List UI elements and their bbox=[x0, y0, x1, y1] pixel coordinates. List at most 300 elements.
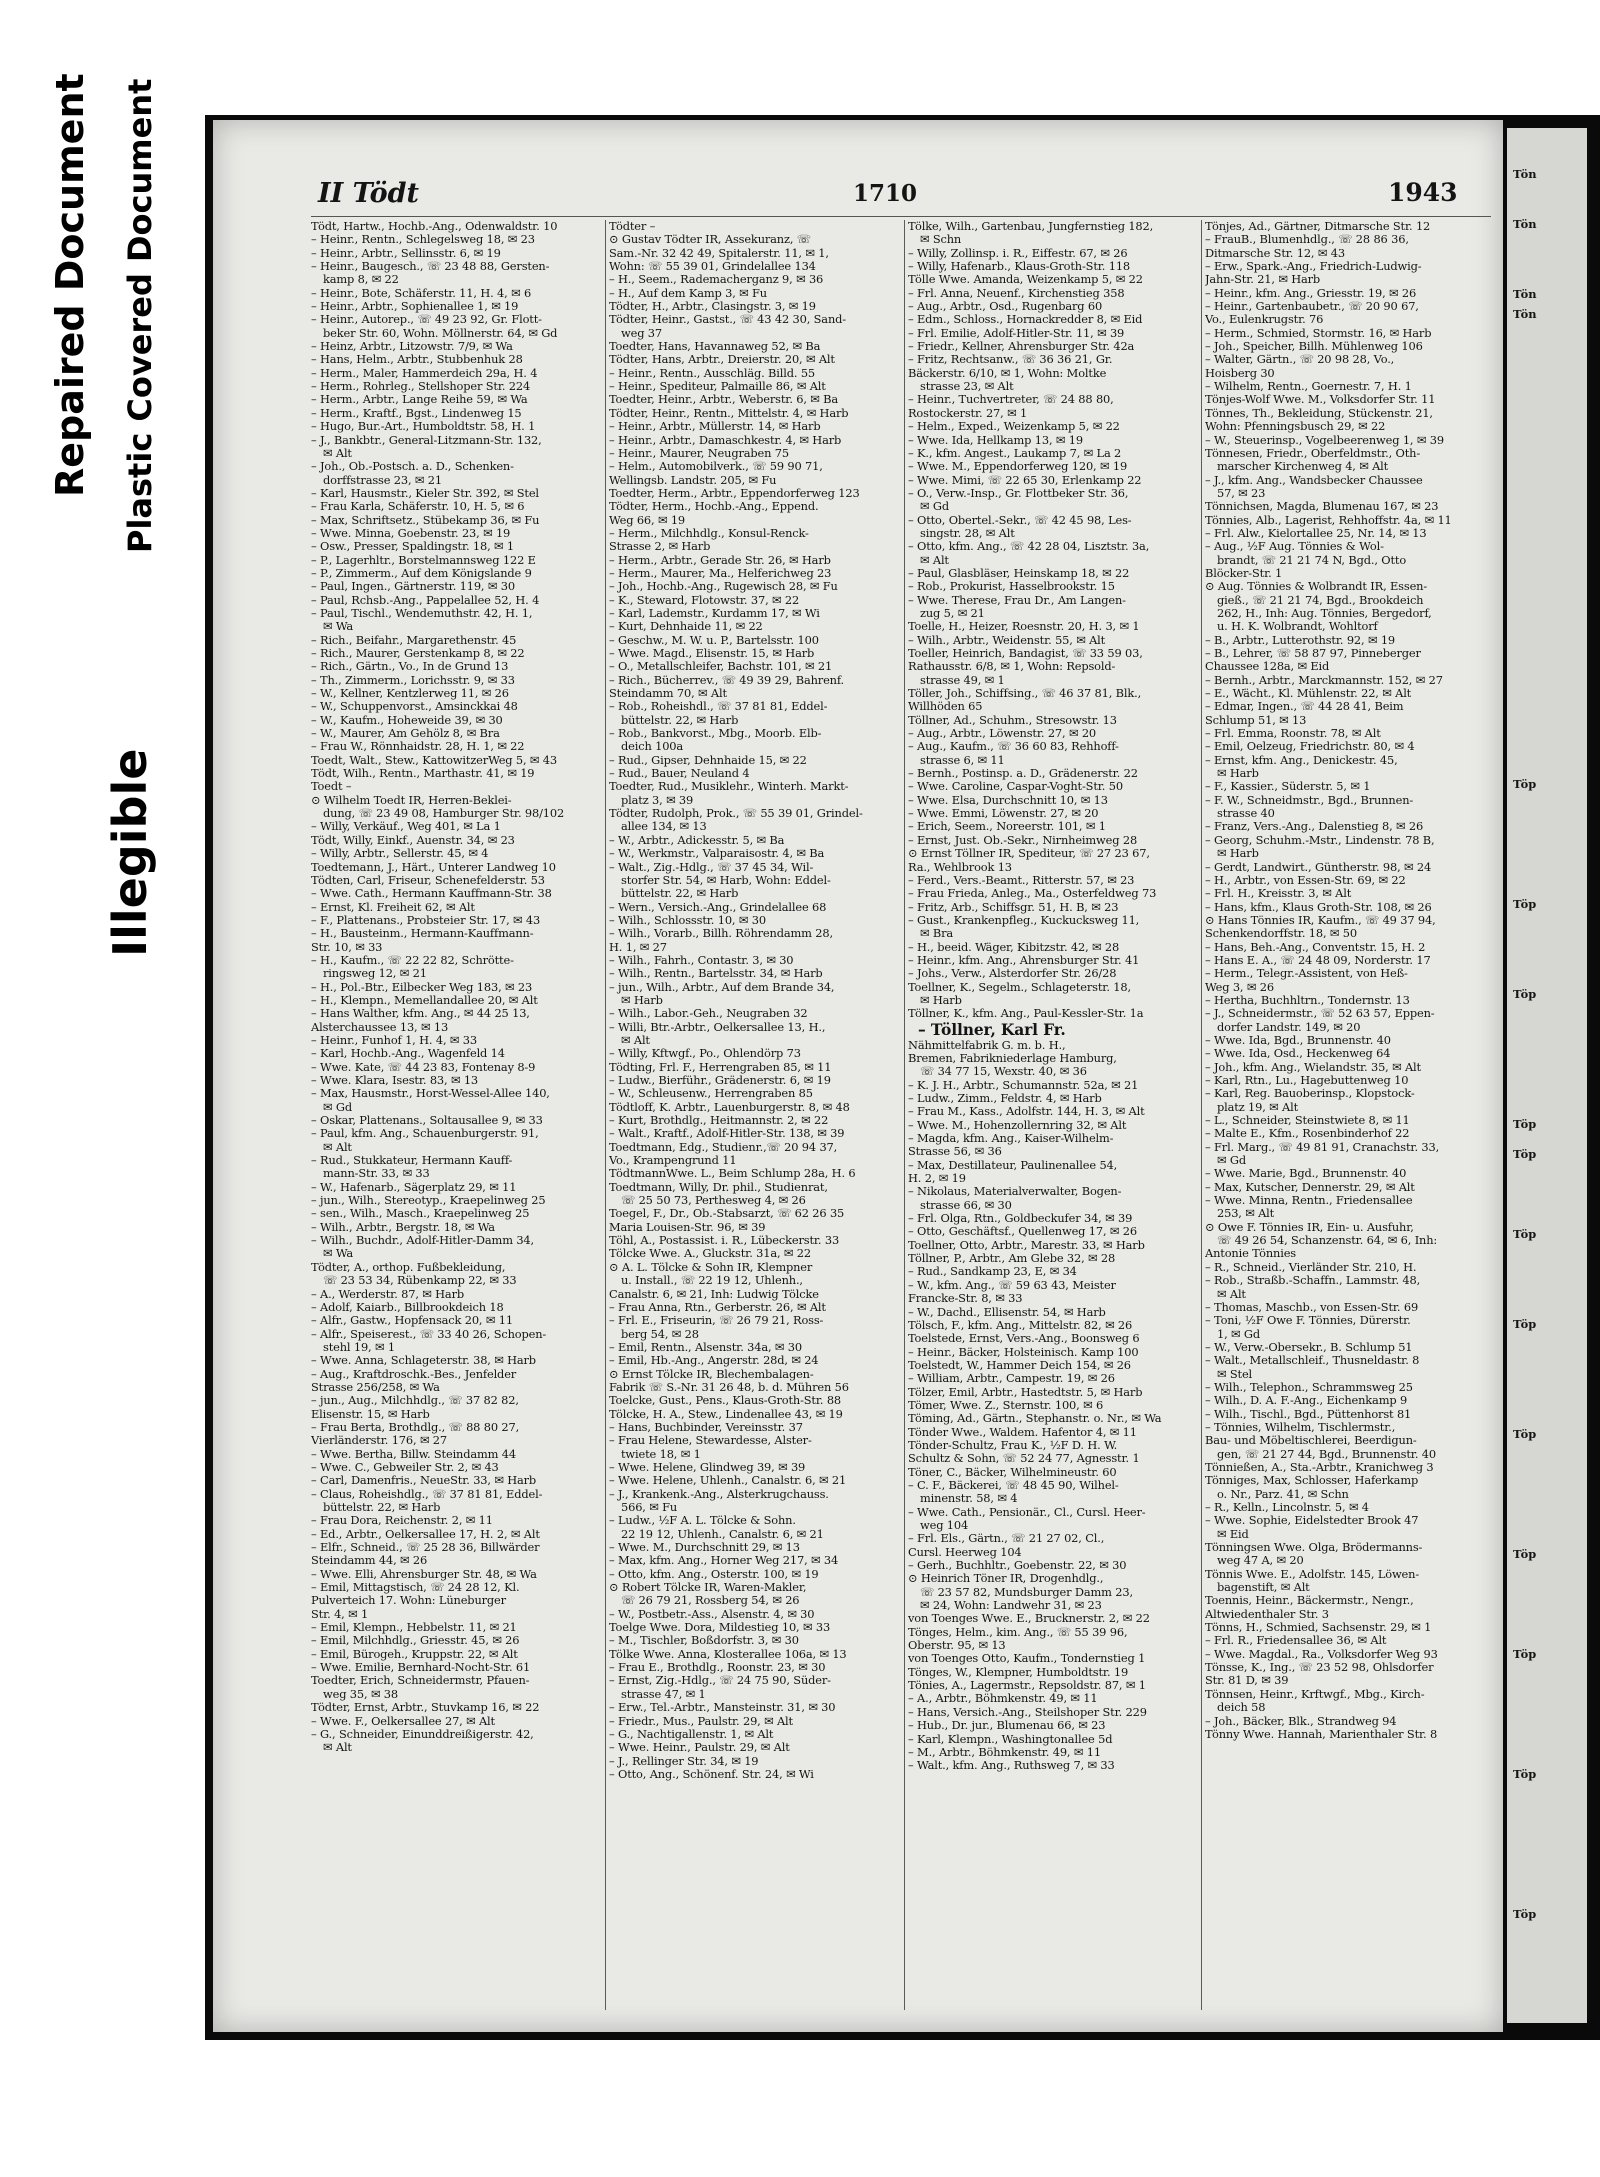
directory-entry-line: 566, ✉ Fu bbox=[621, 1501, 678, 1514]
directory-entry-line: zug 5, ✉ 21 bbox=[920, 606, 985, 620]
directory-entry-line: Tödt, Hartw., Hochb.-Ang., Odenwaldstr. 10 bbox=[311, 220, 558, 233]
directory-entry-line: – Aug., Kraftdroschk.-Bes., Jenfelder bbox=[311, 1367, 517, 1381]
directory-entry-line: – K., kfm. Angest., Laukamp 7, ✉ La 2 bbox=[908, 446, 1122, 460]
column-1 bbox=[311, 220, 603, 2010]
directory-entry-line: – Ernst, Zig.-Hdlg., ☏ 24 75 90, Süder- bbox=[609, 1674, 831, 1688]
directory-entry-line: 262, H., Inh: Aug. Tönnies, Bergedorf, bbox=[1217, 606, 1432, 620]
directory-entry-line: Schlump 51, ✉ 13 bbox=[1205, 713, 1307, 727]
directory-entry-line: – Frl. Marg., ☏ 49 81 91, Cranachstr. 33, bbox=[1205, 1140, 1440, 1154]
directory-entry-line: – B., Lehrer, ☏ 58 87 97, Pinneberger bbox=[1205, 647, 1421, 660]
directory-entry-line: – Helm., Exped., Weizenkamp 5, ✉ 22 bbox=[908, 420, 1120, 434]
directory-entry-line: – Oskar, Plattenans., Soltausallee 9, ✉ 33 bbox=[311, 1114, 543, 1128]
directory-entry-line: Tönns, H., Schmied, Sachsenstr. 29, ✉ 1 bbox=[1205, 1621, 1432, 1635]
directory-entry-line: – Wwe. Klara, Isestr. 83, ✉ 13 bbox=[311, 1074, 479, 1087]
directory-entry-line: – O., Metallschleifer, Bachstr. 101, ✉ 21 bbox=[609, 660, 833, 674]
directory-entry-line: platz 19, ✉ Alt bbox=[1217, 1100, 1299, 1114]
directory-entry-line: – Willy, Arbtr., Sellerstr. 45, ✉ 4 bbox=[311, 847, 489, 861]
directory-entry-line: Tödtloff, K. Arbtr., Lauenburgerstr. 8, ✉ 48 bbox=[609, 1100, 850, 1114]
directory-entry-line: Tödting, Frl. F., Herrengraben 85, ✉ 11 bbox=[609, 1060, 832, 1074]
directory-entry-line: strasse 6, ✉ 11 bbox=[920, 753, 1005, 767]
directory-entry-line: – Tönnies, Wilhelm, Tischlermstr., bbox=[1205, 1420, 1396, 1434]
column-divider bbox=[605, 220, 606, 2010]
directory-entry-line: Tölcke Wwe. A., Gluckstr. 31a, ✉ 22 bbox=[609, 1247, 811, 1261]
directory-entry-line: – Rud., Gipser, Dehnhaide 15, ✉ 22 bbox=[609, 753, 807, 767]
directory-entry-line: – Heinr., Autorep., ☏ 49 23 92, Gr. Flott- bbox=[311, 313, 542, 327]
directory-entry-line: – H., Bausteinm., Hermann-Kauffmann- bbox=[311, 927, 534, 941]
directory-entry-line: Tönder Wwe., Waldem. Hafentor 4, ✉ 11 bbox=[908, 1425, 1137, 1439]
directory-entry-line: Tölzer, Emil, Arbtr., Hastedtstr. 5, ✉ Harb bbox=[908, 1385, 1143, 1399]
directory-entry-line: weg 47 A, ✉ 20 bbox=[1217, 1554, 1304, 1568]
directory-entry-line: ☏ 26 79 21, Rossberg 54, ✉ 26 bbox=[621, 1594, 800, 1608]
directory-entry-line: – W., Postbetr.-Ass., Alsenstr. 4, ✉ 30 bbox=[609, 1607, 815, 1621]
directory-entry-line: – Emil, Klempn., Hebbelstr. 11, ✉ 21 bbox=[311, 1621, 517, 1635]
directory-entry-line: – Wwe. Sophie, Eidelstedter Brook 47 bbox=[1205, 1514, 1419, 1528]
directory-entry-line: ✉ Eid bbox=[1217, 1527, 1249, 1541]
directory-entry-line: ✉ Harb bbox=[621, 993, 663, 1007]
directory-entry-line: 57, ✉ 23 bbox=[1217, 486, 1266, 500]
directory-entry-line: – Walt., Kraftf., Adolf-Hitler-Str. 138, ✉ 39 bbox=[609, 1127, 845, 1141]
directory-entry-line: – Ernst, Just. Ob.-Sekr., Nirnheimweg 28 bbox=[908, 833, 1138, 847]
header-rule bbox=[311, 216, 1491, 217]
directory-entry-line: – H., Seem., Rademacherganz 9, ✉ 36 bbox=[609, 273, 824, 287]
directory-entry-line: – sen., Wilh., Masch., Kraepelinweg 25 bbox=[311, 1207, 530, 1221]
directory-entry-line: – W., Kaufm., Hoheweide 39, ✉ 30 bbox=[311, 713, 503, 727]
directory-entry-line: Tödter, A., orthop. Fußbekleidung, bbox=[311, 1260, 506, 1274]
directory-entry-line: – Max, kfm. Ang., Horner Weg 217, ✉ 34 bbox=[609, 1554, 839, 1568]
directory-entry-line: Toelstede, Ernst, Vers.-Ang., Boonsweg 6 bbox=[908, 1332, 1140, 1346]
adjacent-page-entry: Töp bbox=[1513, 987, 1537, 1001]
directory-entry-line: – Franz, Vers.-Ang., Dalenstieg 8, ✉ 26 bbox=[1205, 820, 1424, 834]
directory-entry-line: – Rob., Prokurist, Hasselbrookstr. 15 bbox=[908, 580, 1115, 594]
adjacent-page-entry: Töp bbox=[1513, 1767, 1537, 1781]
directory-entry-line: Chaussee 128a, ✉ Eid bbox=[1205, 660, 1330, 674]
directory-entry-line: – Max, Hausmstr., Horst-Wessel-Allee 140, bbox=[311, 1087, 550, 1101]
directory-entry-line: – Heinr., Rentn., Schlegelsweg 18, ✉ 23 bbox=[311, 233, 535, 247]
directory-entry-line: büttelstr. 22, ✉ Harb bbox=[621, 887, 739, 901]
directory-entry-line: – Heinr., Gartenbaubetr., ☏ 20 90 67, bbox=[1205, 300, 1419, 314]
directory-entry-line: – Frl. Emilie, Adolf-Hitler-Str. 11, ✉ 39 bbox=[908, 326, 1125, 340]
directory-entry-line: – Wwe. Elsa, Durchschnitt 10, ✉ 13 bbox=[908, 793, 1108, 807]
directory-entry-line: – Frau Karla, Schäferstr. 10, H. 5, ✉ 6 bbox=[311, 500, 525, 514]
directory-entry-line: Pulverteich 17. Wohn: Lüneburger bbox=[311, 1594, 506, 1608]
directory-entry-line: – Wilh., Rentn., Bartelsstr. 34, ✉ Harb bbox=[609, 967, 823, 981]
directory-entry-line: – Wilh., Telephon., Schrammsweg 25 bbox=[1205, 1380, 1413, 1394]
directory-entry-line: Str. 81 D, ✉ 39 bbox=[1205, 1674, 1289, 1688]
directory-entry-line: beker Str. 60, Wohn. Möllnerstr. 64, ✉ Gd bbox=[323, 326, 558, 340]
directory-entry-line: – Erw., Tel.-Arbtr., Mansteinstr. 31, ✉ 30 bbox=[609, 1701, 836, 1715]
directory-entry-line: strasse 40 bbox=[1217, 807, 1275, 821]
directory-entry-line: – J., Bankbtr., General-Litzmann-Str. 132, bbox=[311, 433, 542, 447]
adjacent-page-entry: Töp bbox=[1513, 1907, 1537, 1921]
directory-entry-line: Toegel, F., Dr., Ob.-Stabsarzt, ☏ 62 26 35 bbox=[609, 1207, 845, 1221]
directory-entry-line: deich 100a bbox=[621, 740, 684, 754]
directory-entry-line: ⊙ Owe F. Tönnies IR, Ein- u. Ausfuhr, bbox=[1205, 1220, 1414, 1234]
directory-entry-line: – W., Kellner, Kentzlerweg 11, ✉ 26 bbox=[311, 687, 509, 701]
adjacent-page-entry: Töp bbox=[1513, 897, 1537, 911]
annotation-illegible: Illegible bbox=[103, 748, 157, 957]
directory-entry-line: – Herm., Schmied, Stormstr. 16, ✉ Harb bbox=[1205, 326, 1432, 340]
directory-entry-line: – Heinr., Arbtr., Sophienallee 1, ✉ 19 bbox=[311, 300, 519, 314]
directory-entry-line: ✉ Alt bbox=[920, 553, 949, 567]
directory-entry-line: – Rob., Roheishdl., ☏ 37 81 81, Eddel- bbox=[609, 700, 828, 714]
directory-entry-line: Tödter, Hans, Arbtr., Dreierstr. 20, ✉ Alt bbox=[609, 353, 835, 367]
directory-entry-line: – J., Schneidermstr., ☏ 52 63 57, Eppen- bbox=[1205, 1007, 1435, 1021]
directory-entry-line: – Kurt, Brothdlg., Heitmannstr. 2, ✉ 22 bbox=[609, 1114, 829, 1128]
directory-entry-line: – Frl. Olga, Rtn., Goldbeckufer 34, ✉ 39 bbox=[908, 1212, 1133, 1226]
directory-entry-line: H. 2, ✉ 19 bbox=[908, 1172, 966, 1186]
directory-entry-line: – Walt., Metallschleif., Thusneldastr. 8 bbox=[1205, 1354, 1420, 1368]
directory-entry-line: strasse 66, ✉ 30 bbox=[920, 1198, 1012, 1212]
directory-entry-line: – Max, Destillateur, Paulinenallee 54, bbox=[908, 1158, 1118, 1172]
directory-entry-line: – Wwe. M., Durchschnitt 29, ✉ 13 bbox=[609, 1541, 800, 1555]
directory-entry-line: – G., Schneider, Einunddreißigerstr. 42, bbox=[311, 1727, 534, 1741]
directory-entry-line: – Wwe. Heinr., Paulstr. 29, ✉ Alt bbox=[609, 1741, 790, 1755]
directory-entry-line: Schultz & Sohn, ☏ 52 24 77, Agnesstr. 1 bbox=[908, 1452, 1140, 1466]
directory-entry-line: – Emil, Hb.-Ang., Angerstr. 28d, ✉ 24 bbox=[609, 1354, 819, 1368]
directory-entry-line: ✉ Harb bbox=[1217, 847, 1259, 861]
directory-entry-line: – Willy, Hafenarb., Klaus-Groth-Str. 118 bbox=[908, 260, 1131, 274]
directory-entry-line: – Adolf, Kaiarb., Billbrookdeich 18 bbox=[311, 1300, 504, 1314]
directory-entry-line: Tömer, Wwe. Z., Sternstr. 100, ✉ 6 bbox=[908, 1398, 1104, 1412]
directory-entry-line: 1, ✉ Gd bbox=[1217, 1327, 1260, 1341]
directory-entry-line: ⊙ Heinrich Töner IR, Drogenhdlg., bbox=[908, 1572, 1104, 1586]
directory-entry-line: Toellner, K., Segelm., Schlageterstr. 18, bbox=[908, 980, 1131, 994]
directory-entry-line: – Wwe. Ida, Osd., Heckenweg 64 bbox=[1205, 1047, 1391, 1061]
directory-entry-line: – Herm., Milchhdlg., Konsul-Renck- bbox=[609, 526, 809, 540]
directory-entry-line: ⊙ Ernst Töllner IR, Spediteur, ☏ 27 23 67, bbox=[908, 847, 1150, 861]
directory-entry-line: – Aug., Kaufm., ☏ 36 60 83, Rehhoff- bbox=[908, 740, 1119, 754]
directory-entry-line: Sam.-Nr. 32 42 49, Spitalerstr. 11, ✉ 1, bbox=[609, 246, 829, 260]
directory-entry-line: – Rich., Bücherrev., ☏ 49 39 29, Bahrenf. bbox=[609, 673, 844, 687]
directory-entry-line: – J., Rellinger Str. 34, ✉ 19 bbox=[609, 1754, 759, 1768]
directory-entry-line: – Friedr., Mus., Paulstr. 29, ✉ Alt bbox=[609, 1714, 793, 1728]
directory-entry-line: Alsterchaussee 13, ✉ 13 bbox=[311, 1020, 449, 1034]
directory-entry-line: – Rob., Straßb.-Schaffn., Lammstr. 48, bbox=[1205, 1274, 1421, 1288]
directory-entry-line: – Hub., Dr. jur., Blumenau 66, ✉ 23 bbox=[908, 1719, 1106, 1733]
directory-entry-line: Tönges, Helm., kim. Ang., ☏ 55 39 96, bbox=[908, 1625, 1128, 1639]
directory-entry-line: – Heinr., kfm. Ang., Griesstr. 19, ✉ 26 bbox=[1205, 286, 1417, 300]
directory-entry-line: ☏ 34 77 15, Wexstr. 40, ✉ 36 bbox=[920, 1065, 1087, 1079]
adjacent-page-entry: Töp bbox=[1513, 1227, 1537, 1241]
directory-entry-line: – Emil, Bürogeh., Kruppstr. 22, ✉ Alt bbox=[311, 1647, 518, 1661]
directory-entry-line: – W., kfm. Ang., ☏ 59 63 43, Meister bbox=[908, 1278, 1116, 1292]
directory-entry-line: – Ed., Arbtr., Oelkersallee 17, H. 2, ✉ Alt bbox=[311, 1527, 540, 1541]
directory-entry-line: – Hugo, Bur.-Art., Humboldtstr. 58, H. 1 bbox=[311, 420, 536, 434]
directory-entry-line: strasse 49, ✉ 1 bbox=[920, 673, 1005, 687]
directory-entry-line: – Alfr., Gastw., Hopfensack 20, ✉ 11 bbox=[311, 1314, 513, 1328]
directory-entry-line: – Wilh., Arbtr., Weidenstr. 55, ✉ Alt bbox=[908, 633, 1106, 647]
directory-entry-line: – Joh., Hochb.-Ang., Rugewisch 28, ✉ Fu bbox=[609, 580, 838, 594]
directory-entry-line: – Hans, Helm., Arbtr., Stubbenhuk 28 bbox=[311, 353, 523, 367]
directory-entry-line: Willhöden 65 bbox=[908, 700, 983, 714]
directory-entry-line: – Emil, Oelzeug, Friedrichstr. 80, ✉ 4 bbox=[1205, 740, 1415, 754]
directory-entry-line: – H., Pol.-Btr., Eilbecker Weg 183, ✉ 23 bbox=[311, 980, 533, 994]
directory-entry-line: weg 104 bbox=[920, 1519, 969, 1532]
directory-entry-line: – Erw., Spark.-Ang., Friedrich-Ludwig- bbox=[1205, 260, 1422, 274]
directory-entry-line: – Paul, Tischl., Wendemuthstr. 42, H. 1, bbox=[311, 606, 533, 620]
directory-entry-line: Elisenstr. 15, ✉ Harb bbox=[311, 1407, 430, 1421]
directory-entry-line: Francke-Str. 8, ✉ 33 bbox=[908, 1292, 1023, 1306]
directory-entry-line: 253, ✉ Alt bbox=[1217, 1207, 1275, 1221]
directory-entry-line: – Paul, kfm. Ang., Schauenburgerstr. 91, bbox=[311, 1127, 539, 1141]
directory-entry-line: – Herm., Arbtr., Gerade Str. 26, ✉ Harb bbox=[609, 553, 831, 567]
directory-entry-line: Töllner, Ad., Schuhm., Stresowstr. 13 bbox=[908, 713, 1117, 727]
directory-entry-line: – K., Steward, Flotowstr. 37, ✉ 22 bbox=[609, 593, 800, 607]
directory-entry-line: allee 134, ✉ 13 bbox=[621, 820, 707, 834]
directory-entry-line: ✉ Schn bbox=[920, 233, 962, 247]
directory-entry-line: Bau- und Möbeltischlerei, Beerdigun- bbox=[1205, 1434, 1417, 1448]
directory-entry-line: Wohn: Pfenningsbusch 29, ✉ 22 bbox=[1205, 420, 1386, 434]
directory-entry-line: u. Install., ☏ 22 19 12, Uhlenh., bbox=[621, 1274, 803, 1288]
directory-entry-line: – O., Verw.-Insp., Gr. Flottbeker Str. 36, bbox=[908, 486, 1129, 500]
directory-entry-line: ringsweg 12, ✉ 21 bbox=[323, 967, 427, 981]
directory-entry-line: – Ernst, Kl. Freiheit 62, ✉ Alt bbox=[311, 900, 475, 914]
directory-entry-line: Tönnies, Alb., Lagerist, Rehhoffstr. 4a, ✉ 11 bbox=[1205, 513, 1452, 527]
directory-entry-line: – Heinr., Tuchvertreter, ☏ 24 88 80, bbox=[908, 393, 1114, 407]
directory-entry-line: marscher Kirchenweg 4, ✉ Alt bbox=[1217, 460, 1389, 474]
directory-entry-line: – Frau W., Rönnhaidstr. 28, H. 1, ✉ 22 bbox=[311, 740, 525, 754]
directory-entry-line: Strasse 56, ✉ 36 bbox=[908, 1145, 1002, 1159]
directory-entry-line: – Willi, Btr.-Arbtr., Oelkersallee 13, H., bbox=[609, 1020, 826, 1034]
directory-entry-line: – Wwe. F., Oelkersallee 27, ✉ Alt bbox=[311, 1714, 495, 1728]
directory-entry-line: – Carl, Damenfris., NeueStr. 33, ✉ Harb bbox=[311, 1474, 537, 1488]
directory-entry-line: Str. 10, ✉ 33 bbox=[311, 940, 383, 954]
adjacent-page-entry: Töp bbox=[1513, 1317, 1537, 1331]
directory-entry-line: – G., Nachtigallenstr. 1, ✉ Alt bbox=[609, 1727, 774, 1741]
directory-entry-line: Toedtemann, J., Härt., Unterer Landweg 10 bbox=[311, 860, 556, 874]
directory-entry-line: deich 58 bbox=[1217, 1701, 1266, 1715]
directory-entry-line: – H., Kaufm., ☏ 22 22 82, Schrötte- bbox=[311, 953, 514, 967]
directory-entry-line: Tönnsen, Heinr., Krftwgf., Mbg., Kirch- bbox=[1205, 1687, 1425, 1701]
directory-entry-line: weg 35, ✉ 38 bbox=[323, 1687, 398, 1701]
directory-entry-line: – Edmar, Ingen., ☏ 44 28 41, Beim bbox=[1205, 700, 1404, 714]
directory-entry-line: – Frau Berta, Brothdlg., ☏ 88 80 27, bbox=[311, 1420, 520, 1434]
directory-entry-line: – Max, Kutscher, Dennerstr. 29, ✉ Alt bbox=[1205, 1180, 1415, 1194]
directory-entry-line: ⊙ Robert Tölcke IR, Waren-Makler, bbox=[609, 1581, 807, 1595]
directory-entry-line: Antonie Tönnies bbox=[1205, 1247, 1297, 1261]
directory-entry-line: – F., Plattenans., Probsteier Str. 17, ✉ 43 bbox=[311, 913, 541, 927]
directory-entry-line: – K. J. H., Arbtr., Schumannstr. 52a, ✉ 21 bbox=[908, 1078, 1139, 1092]
directory-entry-line: Tönjes, Ad., Gärtner, Ditmarsche Str. 12 bbox=[1205, 220, 1431, 233]
directory-entry-line: – Wwe. Emmi, Löwenstr. 27, ✉ 20 bbox=[908, 807, 1099, 821]
directory-entry-line: kamp 8, ✉ 22 bbox=[323, 273, 399, 287]
directory-entry-line: ☏ 23 57 82, Mundsburger Damm 23, bbox=[920, 1585, 1133, 1599]
directory-entry-line: – Karl, Hausmstr., Kieler Str. 392, ✉ Stel bbox=[311, 486, 539, 500]
directory-entry-line: Tönnes, Th., Bekleidung, Stückenstr. 21, bbox=[1205, 406, 1433, 420]
directory-entry-line: Tödter, H., Arbtr., Clasingstr. 3, ✉ 19 bbox=[609, 300, 816, 314]
directory-entry-line: Tödt, Willy, Einkf., Auenstr. 34, ✉ 23 bbox=[311, 833, 515, 847]
directory-entry-line: Tönnichsen, Magda, Blumenau 167, ✉ 23 bbox=[1205, 500, 1439, 514]
directory-entry-line: Toennis, Heinr., Bäckermstr., Nengr., bbox=[1205, 1594, 1414, 1608]
directory-entry-line: – Wwe. Minna, Rentn., Friedensallee bbox=[1205, 1194, 1413, 1208]
directory-entry-line: ⊙ Wilhelm Toedt IR, Herren-Beklei- bbox=[311, 793, 512, 807]
directory-entry-line: – Hans, Buchbinder, Vereinsstr. 37 bbox=[609, 1420, 803, 1434]
adjacent-page-entry: Tön bbox=[1513, 217, 1537, 231]
directory-entry-line: Wellingsb. Landstr. 205, ✉ Fu bbox=[609, 473, 777, 487]
directory-entry-line: – Rud., Bauer, Neuland 4 bbox=[609, 767, 750, 781]
directory-entry-line: – Emil, Rentn., Alsenstr. 34a, ✉ 30 bbox=[609, 1340, 802, 1354]
directory-entry-line: – Walt., kfm. Ang., Ruthsweg 7, ✉ 33 bbox=[908, 1759, 1115, 1773]
directory-entry-line: – Herm., Kraftf., Bgst., Lindenweg 15 bbox=[311, 406, 522, 420]
directory-entry-line: – Joh., Speicher, Billh. Mühlenweg 106 bbox=[1205, 340, 1423, 354]
directory-entry-line: ✉ Wa bbox=[323, 1247, 354, 1261]
directory-entry-line: – Wilh., D. A. F.-Ang., Eichenkamp 9 bbox=[1205, 1394, 1408, 1408]
directory-entry-line: – W., Steuerinsp., Vogelbeerenweg 1, ✉ 39 bbox=[1205, 433, 1444, 447]
directory-entry-line: Cursl. Heerweg 104 bbox=[908, 1545, 1022, 1559]
directory-entry-line: – W., Dachd., Ellisenstr. 54, ✉ Harb bbox=[908, 1305, 1106, 1319]
directory-entry-line: – Bernh., Arbtr., Marckmannstr. 152, ✉ 27 bbox=[1205, 673, 1443, 687]
directory-entry-line: Tönges, W., Klempner, Humboldtstr. 19 bbox=[908, 1665, 1129, 1679]
directory-entry-line: Tödt, Wilh., Rentn., Marthastr. 41, ✉ 19 bbox=[311, 767, 535, 781]
directory-entry-line: ✉ Wa bbox=[323, 620, 354, 634]
directory-entry-line: – Thomas, Maschb., von Essen-Str. 69 bbox=[1205, 1300, 1419, 1314]
directory-entry-line: – Claus, Roheishdlg., ☏ 37 81 81, Eddel- bbox=[311, 1487, 543, 1501]
directory-entry-line: Toelstedt, W., Hammer Deich 154, ✉ 26 bbox=[908, 1358, 1131, 1372]
directory-entry-line: – Wwe. Anna, Schlageterstr. 38, ✉ Harb bbox=[311, 1354, 536, 1368]
directory-entry-line: TödtmannWwe. L., Beim Schlump 28a, H. 6 bbox=[609, 1167, 856, 1181]
directory-entry-line: Fabrik ☏ S.-Nr. 31 26 48, b. d. Mühren 56 bbox=[609, 1380, 849, 1394]
directory-entry-line: – Wilh., Schlossstr. 10, ✉ 30 bbox=[609, 913, 766, 927]
column-divider bbox=[904, 220, 905, 2010]
directory-entry-line: – W., Maurer, Am Gehölz 8, ✉ Bra bbox=[311, 727, 500, 741]
directory-entry-line: Strasse 256/258, ✉ Wa bbox=[311, 1380, 440, 1394]
directory-entry-line: – Max, Schriftsetz., Stübekamp 36, ✉ Fu bbox=[311, 513, 540, 527]
directory-entry-line: – Herm., Maurer, Ma., Helferichweg 23 bbox=[609, 566, 832, 580]
directory-entry-line: – L., Schneider, Steinstwiete 8, ✉ 11 bbox=[1205, 1114, 1410, 1128]
directory-entry-line: – Frl. Emma, Roonstr. 78, ✉ Alt bbox=[1205, 727, 1381, 741]
directory-entry-line: Toedt – bbox=[311, 780, 352, 794]
directory-entry-line: – Willy, Kftwgf., Po., Ohlendörp 73 bbox=[609, 1047, 801, 1061]
directory-entry-line: Steindamm 70, ✉ Alt bbox=[609, 687, 727, 701]
directory-entry-line: – Wwe. Minna, Goebenstr. 23, ✉ 19 bbox=[311, 526, 511, 540]
directory-entry-line: – M., Tischler, Boßdorfstr. 3, ✉ 30 bbox=[609, 1634, 799, 1648]
directory-entry-line: – Ernst, kfm. Ang., Denickestr. 45, bbox=[1205, 753, 1398, 767]
directory-entry-line: – Herm., Telegr.-Assistent, von Heß- bbox=[1205, 967, 1408, 981]
adjacent-page-entry: Tön bbox=[1513, 167, 1537, 181]
directory-entry-line: – Fritz, Rechtsanw., ☏ 36 36 21, Gr. bbox=[908, 353, 1113, 367]
directory-entry-line: ✉ 24, Wohn: Landwehr 31, ✉ 23 bbox=[920, 1599, 1102, 1613]
directory-entry-line: Töner, C., Bäcker, Wilhelmineustr. 60 bbox=[908, 1465, 1117, 1479]
directory-entry-line: Toedter, Erich, Schneidermstr, Pfauen- bbox=[311, 1674, 530, 1688]
directory-entry-line: – W., Verw.-Obersekr., B. Schlump 51 bbox=[1205, 1340, 1413, 1354]
directory-entry-line: Tölcke, H. A., Stew., Lindenallee 43, ✉ 19 bbox=[609, 1407, 843, 1421]
directory-entry-line: – Herm., Maler, Hammerdeich 29a, H. 4 bbox=[311, 366, 538, 380]
directory-entry-line: mann-Str. 33, ✉ 33 bbox=[323, 1167, 430, 1181]
directory-entry-line: Rathausstr. 6/8, ✉ 1, Wohn: Repsold- bbox=[908, 660, 1116, 674]
directory-entry-line: ✉ Alt bbox=[323, 446, 352, 460]
directory-entry-line: Tödter – bbox=[609, 220, 656, 233]
directory-entry-line: Blöcker-Str. 1 bbox=[1205, 566, 1283, 580]
directory-entry-line: Rostockerstr. 27, ✉ 1 bbox=[908, 406, 1028, 420]
directory-entry-line: – Emil, Milchhdlg., Griesstr. 45, ✉ 26 bbox=[311, 1634, 520, 1648]
directory-entry-line: minenstr. 58, ✉ 4 bbox=[920, 1492, 1018, 1506]
directory-entry-line: Hoisberg 30 bbox=[1205, 366, 1275, 380]
directory-entry-line: – Gust., Krankenpfleg., Kuckucksweg 11, bbox=[908, 913, 1140, 927]
directory-entry-line: Tönnis Wwe. E., Adolfstr. 145, Löwen- bbox=[1205, 1567, 1420, 1581]
directory-entry-line: – Karl, Lademstr., Kurdamm 17, ✉ Wi bbox=[609, 606, 820, 620]
directory-entry-line: Weg 3, ✉ 26 bbox=[1205, 980, 1274, 994]
directory-entry-line: – Otto, Ang., Schönenf. Str. 24, ✉ Wi bbox=[609, 1767, 814, 1781]
adjacent-page-entry: Töp bbox=[1513, 1547, 1537, 1561]
directory-entry-line: ☏ 49 26 54, Schanzenstr. 64, ✉ 6, Inh: bbox=[1217, 1234, 1438, 1248]
directory-entry-line: ☏ 23 53 34, Rübenkamp 22, ✉ 33 bbox=[323, 1274, 517, 1288]
directory-entry-line: – Otto, kfm. Ang., ☏ 42 28 04, Lisztstr. 3a, bbox=[908, 540, 1150, 554]
directory-entry-line: – Karl, Rtn., Lu., Hagebuttenweg 10 bbox=[1205, 1074, 1409, 1087]
directory-entry-line: – jun., Wilh., Arbtr., Auf dem Brande 34, bbox=[609, 980, 835, 994]
directory-entry-line: Ra., Wehlbrook 13 bbox=[908, 860, 1012, 874]
directory-entry-line: ✉ Stel bbox=[1217, 1367, 1253, 1381]
directory-entry-line: – Heinr., Funhof 1, H. 4, ✉ 33 bbox=[311, 1033, 477, 1047]
directory-entry-line: Maria Louisen-Str. 96, ✉ 39 bbox=[609, 1220, 766, 1234]
directory-entry-line: – Frl. Anna, Neuenf., Kirchenstieg 358 bbox=[908, 286, 1125, 300]
directory-entry-line: – Wilh., Tischl., Bgd., Püttenhorst 81 bbox=[1205, 1407, 1412, 1421]
directory-entry-line: Nähmittelfabrik G. m. b. H., bbox=[908, 1038, 1066, 1052]
directory-entry-line: – Wwe. M., Hohenzollernring 32, ✉ Alt bbox=[908, 1118, 1127, 1132]
directory-entry-line: – Joh., Ob.-Postsch. a. D., Schenken- bbox=[311, 460, 514, 474]
directory-entry-line: ✉ Alt bbox=[323, 1140, 352, 1154]
directory-entry-line: Toedter, Hans, Havannaweg 52, ✉ Ba bbox=[609, 340, 821, 354]
directory-entry-line: – Frl. Alw., Kielortallee 25, Nr. 14, ✉ 13 bbox=[1205, 526, 1427, 540]
directory-entry-line: Ditmarsche Str. 12, ✉ 43 bbox=[1205, 246, 1345, 260]
directory-entry-line: – Hans, kfm., Klaus Groth-Str. 108, ✉ 26 bbox=[1205, 900, 1432, 914]
directory-entry-line: – Wern., Versich.-Ang., Grindelallee 68 bbox=[609, 900, 827, 914]
directory-entry-line: – Wwe. Helene, Uhlenh., Canalstr. 6, ✉ 21 bbox=[609, 1474, 847, 1488]
directory-entry-line: – A., Werderstr. 87, ✉ Harb bbox=[311, 1287, 465, 1301]
directory-entry-line: – Ludw., Zimm., Feldstr. 4, ✉ Harb bbox=[908, 1092, 1102, 1105]
directory-entry-line: – Wwe. Mimi, ☏ 22 65 30, Erlenkamp 22 bbox=[908, 473, 1142, 487]
directory-entry-line: – Frau Anna, Rtn., Gerberstr. 26, ✉ Alt bbox=[609, 1300, 826, 1314]
directory-entry-line: – jun., Wilh., Stereotyp., Kraepelinweg 25 bbox=[311, 1194, 546, 1208]
directory-entry-line: ⊙ A. L. Tölcke & Sohn IR, Klempner bbox=[609, 1260, 813, 1274]
directory-entry-line: – Karl, Klempn., Washingtonallee 5d bbox=[908, 1732, 1113, 1746]
directory-entry-line: Töllner, K., kfm. Ang., Paul-Kessler-Str. 1a bbox=[908, 1007, 1144, 1021]
directory-entry-line: – Friedr., Kellner, Ahrensburger Str. 42a bbox=[908, 340, 1135, 354]
directory-entry-line: weg 37 bbox=[621, 326, 662, 340]
directory-entry-line: – J., kfm. Ang., Wandsbecker Chaussee bbox=[1205, 473, 1423, 487]
directory-entry-line: 22 19 12, Uhlenh., Canalstr. 6, ✉ 21 bbox=[621, 1527, 824, 1541]
directory-entry-line: – Frl. Els., Gärtn., ☏ 21 27 02, Cl., bbox=[908, 1532, 1105, 1546]
directory-entry-line: Tödter, Heinr., Gastst., ☏ 43 42 30, Sand- bbox=[609, 313, 846, 327]
directory-entry-line: ✉ Alt bbox=[323, 1741, 352, 1755]
directory-entry-line: Tödter, Herm., Hochb.-Ang., Eppend. bbox=[609, 500, 819, 514]
directory-entry-line: – jun., Aug., Milchhdlg., ☏ 37 82 82, bbox=[311, 1394, 519, 1408]
directory-entry-line: Toelle, H., Heizer, Roesnstr. 20, H. 3, ✉ 1 bbox=[908, 620, 1140, 634]
directory-entry-line: – E., Wächt., Kl. Mühlenstr. 22, ✉ Alt bbox=[1205, 687, 1412, 701]
directory-entry-line: – Frl. H., Kreisstr. 3, ✉ Alt bbox=[1205, 887, 1352, 901]
directory-entry-line: – Frau Helene, Stewardesse, Alster- bbox=[609, 1434, 812, 1448]
directory-entry-line: – Wwe. C., Gebweiler Str. 2, ✉ 43 bbox=[311, 1460, 499, 1474]
directory-entry-line: Steindamm 44, ✉ 26 bbox=[311, 1554, 428, 1568]
directory-entry-line: Tönjes-Wolf Wwe. M., Volksdorfer Str. 11 bbox=[1205, 393, 1436, 407]
directory-entry-line: – R., Schneid., Vierländer Str. 210, H. bbox=[1205, 1260, 1417, 1274]
directory-entry-line: Bremen, Fabrikniederlage Hamburg, bbox=[908, 1051, 1117, 1065]
directory-entry-line: – Heinr., kfm. Ang., Ahrensburger Str. 41 bbox=[908, 953, 1140, 967]
directory-entry-line: – Wwe. Ida, Hellkamp 13, ✉ 19 bbox=[908, 433, 1083, 447]
directory-entry-line: – W., Arbtr., Adickesstr. 5, ✉ Ba bbox=[609, 833, 785, 847]
directory-entry-line: Jahn-Str. 21, ✉ Harb bbox=[1205, 273, 1321, 287]
directory-entry-line: – W., Hafenarb., Sägerplatz 29, ✉ 11 bbox=[311, 1180, 517, 1194]
directory-entry-line: – Otto, kfm. Ang., Osterstr. 100, ✉ 19 bbox=[609, 1567, 819, 1581]
directory-entry-line: Vo., Eulenkrugstr. 76 bbox=[1205, 313, 1324, 327]
directory-entry-line: – Walt., Zig.-Hdlg., ☏ 37 45 34, Wil- bbox=[609, 860, 814, 874]
directory-entry-line: – Bernh., Postinsp. a. D., Grädenerstr. 22 bbox=[908, 767, 1138, 781]
directory-entry-line: – Frau M., Kass., Adolfstr. 144, H. 3, ✉ Alt bbox=[908, 1105, 1145, 1119]
directory-entry-line: ✉ Gd bbox=[1217, 1154, 1246, 1168]
directory-entry-line: – Aug., Arbtr., Löwenstr. 27, ✉ 20 bbox=[908, 727, 1097, 741]
directory-entry-line: – Edm., Schloss., Hornackredder 8, ✉ Eid bbox=[908, 313, 1143, 327]
directory-entry-line: – Herm., Arbtr., Lange Reihe 59, ✉ Wa bbox=[311, 393, 528, 407]
directory-entry-line: büttelstr. 22, ✉ Harb bbox=[323, 1501, 441, 1514]
